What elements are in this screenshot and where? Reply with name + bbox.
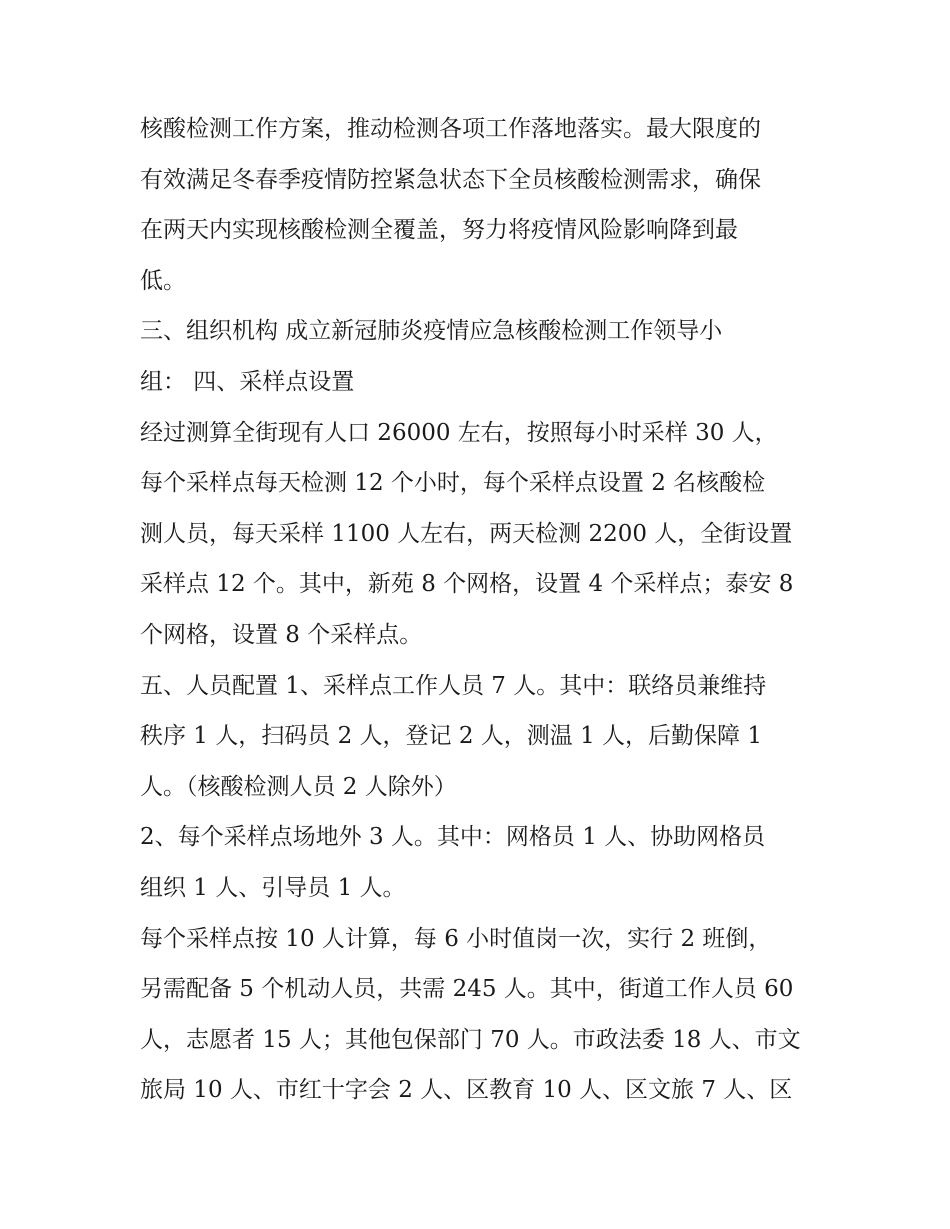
text-line: 组织 1 人、引导员 1 人。 [140, 874, 406, 901]
text-line: 人。（核酸检测人员 2 人除外） [140, 773, 457, 800]
text-line: 有效满足冬春季疫情防控紧急状态下全员核酸检测需求，确保 [140, 166, 761, 193]
text-line: 经过测算全街现有人口 26000 左右，按照每小时采样 30 人， [140, 419, 778, 446]
section-heading-line: 组： 四、采样点设置 [140, 368, 355, 395]
section-heading-line: 五、人员配置 1、采样点工作人员 7 人。其中：联络员兼维持 [140, 672, 767, 699]
text-line: 测人员，每天采样 1100 人左右，两天检测 2200 人，全街设置 [140, 520, 793, 547]
text-line: 另需配备 5 个机动人员，共需 245 人。其中，街道工作人员 60 [140, 976, 794, 1003]
text-line: 2、每个采样点场地外 3 人。其中：网格员 1 人、协助网格员 [140, 824, 766, 851]
text-line: 低。 [140, 267, 186, 294]
text-line: 个网格，设置 8 个采样点。 [140, 621, 423, 648]
text-line: 每个采样点每天检测 12 个小时，每个采样点设置 2 名核酸检 [140, 470, 766, 497]
text-line: 核酸检测工作方案，推动检测各项工作落地落实。最大限度的 [140, 116, 761, 142]
text-line: 每个采样点按 10 人计算，每 6 小时值岗一次，实行 2 班倒， [140, 925, 772, 952]
text-line: 秩序 1 人，扫码员 2 人，登记 2 人，测温 1 人，后勤保障 1 [140, 723, 762, 750]
document-body [140, 104, 820, 1116]
text-line: 人，志愿者 15 人；其他包保部门 70 人。市政法委 18 人、市文 [140, 1026, 801, 1053]
text-line: 在两天内实现核酸检测全覆盖，努力将疫情风险影响降到最 [140, 217, 738, 244]
text-line: 采样点 12 个。其中，新苑 8 个网格，设置 4 个采样点；泰安 8 [140, 571, 794, 598]
section-heading-line: 三、组织机构 成立新冠肺炎疫情应急核酸检测工作领导小 [140, 318, 723, 345]
text-line: 旅局 10 人、市红十字会 2 人、区教育 10 人、区文旅 7 人、区 [140, 1077, 793, 1104]
